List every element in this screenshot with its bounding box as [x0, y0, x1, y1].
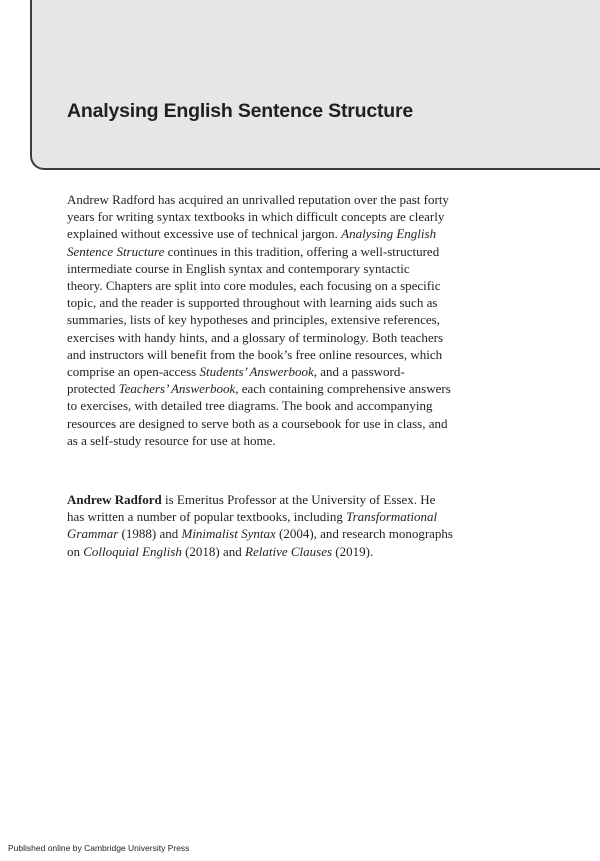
- author-name: Andrew Radford: [67, 492, 162, 507]
- description-text: Andrew Radford has acquired an unrivalled reputation over the past forty years for writing syntax textbooks in which difficult concepts are clearly explained without excessive use of technical jargon.: [67, 192, 449, 242]
- teachers-answerbook-reference: Teachers’ Answerbook: [118, 381, 236, 397]
- title-banner: [30, 0, 600, 170]
- book-description: [67, 191, 477, 449]
- description-text: , each containing comprehensive answers to exercises, with detailed tree diagrams. The book and accompanying resources are designed to serve both as a coursebook for use in class, and as a self-study resource for use at home.: [67, 381, 451, 448]
- bio-text: (2019).: [332, 543, 374, 559]
- work-title: Relative Clauses: [245, 543, 333, 559]
- book-title-reference: Analysing English Sentence Structure: [67, 226, 437, 259]
- students-answerbook-reference: Students’ Answerbook: [199, 364, 314, 380]
- work-title: Minimalist Syntax: [181, 526, 276, 542]
- bio-text: is Emeritus Professor at the University of Essex. He has written a number of popular textbooks, including: [67, 492, 436, 525]
- work-title: Colloquial English: [83, 543, 182, 559]
- work-title: Transformational Grammar: [67, 509, 438, 542]
- bio-text: (2004), and research monographs on: [67, 526, 453, 559]
- author-biography: [67, 491, 477, 560]
- description-text: , and a password- protected: [67, 364, 405, 397]
- publisher-footer: Published online by Cambridge University Press: [8, 843, 190, 853]
- page-title: Analysing English Sentence Structure: [67, 100, 414, 122]
- bio-text: (2018) and: [181, 543, 246, 559]
- description-text: continues in this tradition, offering a well-structured intermediate course in English syntax and contemporary syntactic theory. Chapters are split into core modules, each focusing on a specific topic, and the reader is supported throughout with learning aids such as summaries, lists of key hypotheses and principles, extensive references, exercises with handy hints, and a glossary of terminology. Both teachers and instructors will benefit from the book’s free online resources, which comprise an open-access: [67, 243, 444, 380]
- bio-text: (1988) and: [118, 526, 182, 542]
